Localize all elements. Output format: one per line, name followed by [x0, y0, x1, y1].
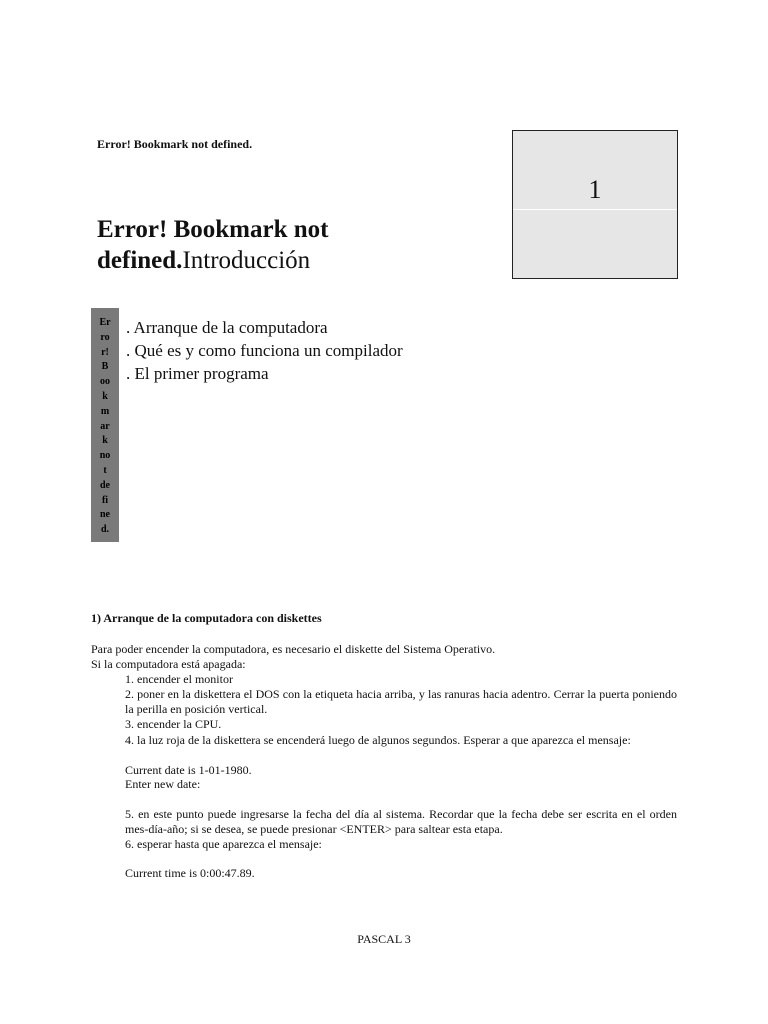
side-bar-line: d. — [100, 524, 110, 536]
side-bar-line: ro — [100, 331, 110, 343]
chapter-title-text: Introducción — [182, 247, 311, 274]
side-bar-line: ne — [100, 509, 110, 521]
contents-item: . El primer programa — [126, 364, 269, 383]
chapter-contents-list — [126, 316, 403, 385]
step-3: 3. encender la CPU. — [125, 717, 222, 731]
step-6: 6. esperar hasta que aparezca el mensaje: — [125, 837, 322, 851]
header-error-text: Error! Bookmark not defined. — [97, 137, 253, 151]
message-date-line-2: Enter new date: — [125, 777, 201, 791]
chapter-title — [97, 214, 427, 276]
side-bar-line: oo — [100, 376, 110, 388]
contents-item: . Qué es y como funciona un compilador — [126, 341, 403, 360]
intro-paragraph: Para poder encender la computadora, es necesario el diskette del Sistema Operativo. — [91, 642, 496, 656]
side-bar-line: de — [100, 479, 110, 491]
side-bar-line: m — [100, 405, 110, 417]
side-bar-line: r! — [101, 346, 109, 358]
side-bar — [91, 308, 119, 542]
contents-item: . Arranque de la computadora — [126, 318, 328, 337]
section-heading: 1) Arranque de la computadora con diskettes — [91, 611, 322, 625]
chapter-title-error: Error! Bookmark not defined. — [97, 216, 329, 274]
side-bar-text — [91, 316, 119, 538]
side-bar-line: ar — [100, 420, 110, 432]
side-bar-line: fi — [101, 494, 109, 506]
chapter-box-divider — [513, 209, 677, 210]
step-1: 1. encender el monitor — [125, 672, 233, 686]
side-bar-line: B — [101, 361, 109, 373]
step-4: 4. la luz roja de la diskettera se encenderá luego de algunos segundos. Esperar a que aparezca el mensaje: — [125, 733, 631, 747]
side-bar-line: k — [102, 435, 108, 447]
step-5: 5. en este punto puede ingresarse la fecha del día al sistema. Recordar que la fecha debe ser escrita en el orden mes-día-año; si se desea, se puede presionar <ENTER> para saltear esta etapa. — [125, 807, 677, 836]
page-footer: PASCAL 3 — [357, 932, 411, 946]
side-bar-line: t — [103, 464, 107, 476]
message-time: Current time is 0:00:47.89. — [125, 866, 255, 880]
side-bar-line: Er — [99, 317, 111, 328]
step-2: 2. poner en la diskettera el DOS con la etiqueta hacia arriba, y las ranuras hacia adentro. Cerrar la puerta poniendo la perilla en posición vertical. — [125, 687, 677, 716]
intro-condition: Si la computadora está apagada: — [91, 657, 246, 671]
chapter-number-box — [512, 130, 678, 279]
chapter-number: 1 — [588, 175, 602, 204]
side-bar-line: no — [99, 450, 111, 462]
message-date-line-1: Current date is 1-01-1980. — [125, 763, 252, 777]
side-bar-line: k — [102, 390, 108, 402]
